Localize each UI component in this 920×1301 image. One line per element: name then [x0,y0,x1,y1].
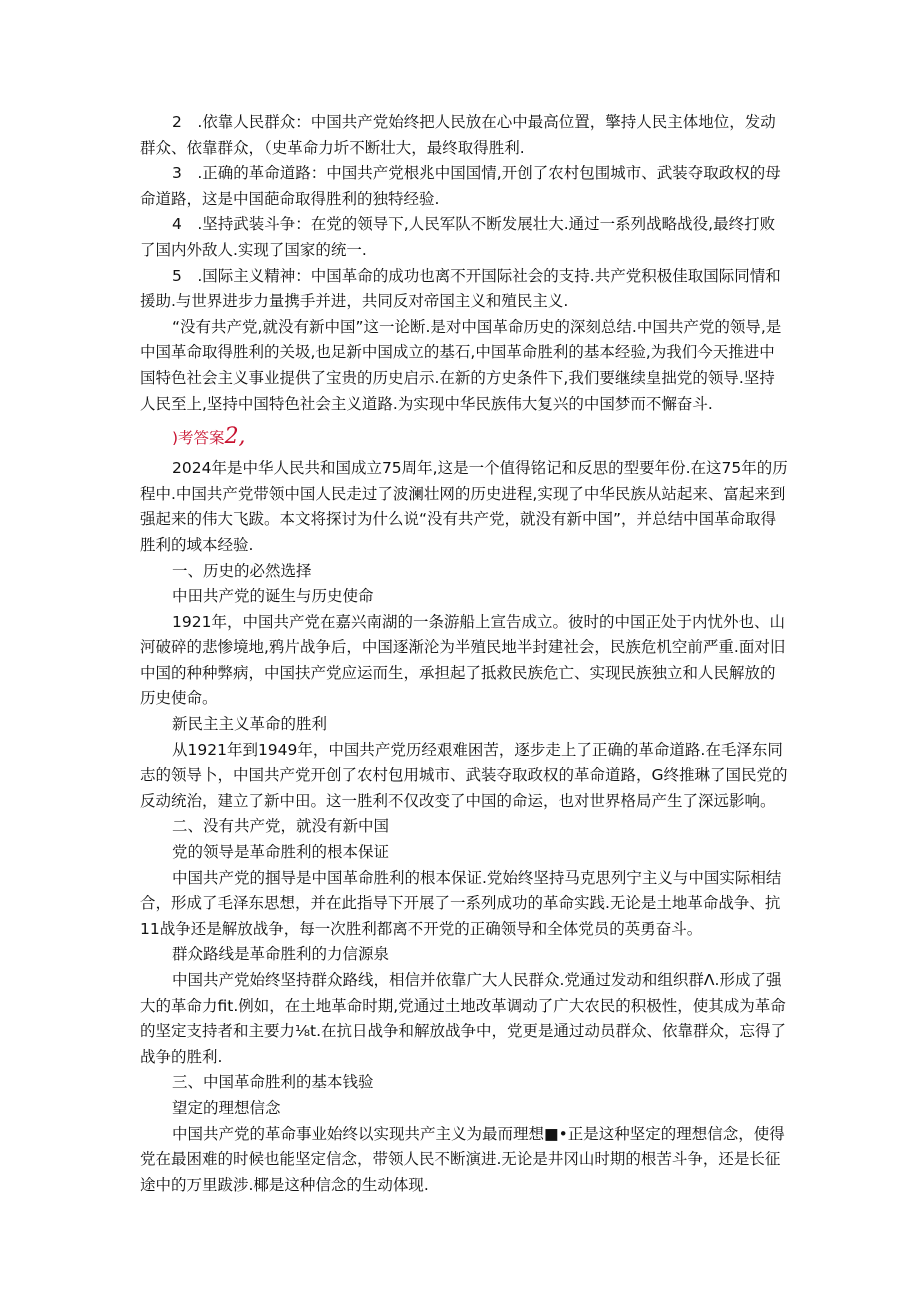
section-heading: 二、没有共产党，就没有新中国 [172,817,390,836]
paragraph: 2024年是中华人民共和国成立75周年,这是一个值得铭记和反思的型要年份.在这75年的历程中.中国共产党带领中国人民走过了波澜壮网的历史进程,实现了中华民族从站起来、富起来到强起来的伟大飞跋。本文将探讨为什么说“没有共产党，就没有新中国”，并总结中国革命取得胜利的域本经验. [140,459,788,554]
paragraph: 1921年，中国共产党在嘉兴南湖的一条游船上宣告成立。彼时的中国正处于内忧外也、山河破碎的悲惨境地,鸦片战争后，中国逐渐沦为半殖民地半封建社会，民族危机空前严重.面对旧中国的种种弊病，中国扶产党应运而生，承担起了抵救民族危亡、实现民族独立和人民解放的历史使命。 [140,612,786,708]
reference-answer-heading [172,421,790,454]
paragraph: 从1921年到1949年，中国共产党历经艰难困苦，逐步走上了正确的革命道路.在毛泽东同志的领导卜，中国共产党开创了农村包用城市、武装夺取政权的革命道路，G终推琳了国民党的反动统治，建立了新中田。这一胜利不仅改变了中国的命运，也对世界格局产生了深远影响。 [140,740,788,810]
reference-answer-label: )考答案 [172,429,225,448]
summary-paragraph: “没有共产党,就没有新中国”这一论断.是对中国革命历史的深刻总结.中国共产党的领导,是中国革命取得胜利的关圾,也足新中国成立的基石,中国革命胜利的基本经验,为我们今天推进中国特色社会主义事业提供了宝贵的历史启示.在新的方史条件下,我们要继续皇拙党的领导.坚持人民至上,坚持中国特色社会主义道路.为实现中华民族伟大复兴的中国梦而不懈奋斗. [140,317,782,413]
list-item: 5 .国际主义精神：中国革命的成功也离不开国际社会的支持.共产党积极佳取国际同情和援助.与世界进步力量携手并进，共同反对帝国主义和殖民主义. [140,266,781,311]
list-item: 4 .坚持武装斗争：在党的领导下,人民军队不断发展壮大.通过一系列战略战役,最终打败了国内外敌人.实现了国家的统一. [140,215,776,259]
subsection-heading: 新民主主义革命的胜利 [172,715,328,734]
subsection-heading: 中田共产党的诞生与历史使命 [172,587,374,606]
subsection-heading: 党的领导是革命胜利的根本保证 [172,843,390,862]
paragraph: 中国共产党的掴导是中国革命胜利的根本保证.党始终坚持马克思列宁主义与中国实际相结合，形成了毛泽东思想，并在此指导下开展了一系列成功的革命实践.无论是土地革命战争、抗11战争还是解放战争，每一次胜利都离不开党的正确领导和全体党员的英勇奋斗。 [140,868,782,938]
paragraph: 中国共产党的革命事业始终以实现共产主义为最而理想■•正是这种坚定的理想信念，使得党在最困难的时候也能坚定信念，带领人民不断演进.无论是井冈山时期的根苦斗争，还是长征途中的万里跋涉.椰是这种信念的生动体现. [140,1124,785,1194]
subsection-heading: 群众路线是革命胜利的力信源泉 [172,945,390,964]
subsection-heading: 望定的理想信念 [172,1098,281,1117]
section-heading: 一、历史的必然选择 [172,561,312,580]
list-item: 3 .正确的革命道路：中国共产党根兆中国国情,开创了农村包围城市、武装夺取政权的母命道路，这是中国葩命取得胜利的独特经验. [140,164,781,208]
reference-answer-number: 2, [224,424,246,450]
list-item: 2 .依靠人民群众：中国共产党始终把人民放在心中最高位置，擎持人民主体地位，发动群众、依靠群众，（史革命力圻不断壮大，最终取得胜利. [140,113,776,157]
section-heading: 三、中国革命胜利的基本钱验 [172,1073,374,1092]
paragraph: 中国共产党始终坚持群众路线，相信并依靠广大人民群众.党通过发动和组织群Λ.形成了强大的革命力fit.例如，在土地革命时期,党通过土地改革调动了广大农民的积极性，使其成为革命的坚定支持者和主要力⅛t.在抗日战争和解放战争中，党更是通过动员群众、依靠群众，忘得了战争的胜利. [140,971,787,1066]
